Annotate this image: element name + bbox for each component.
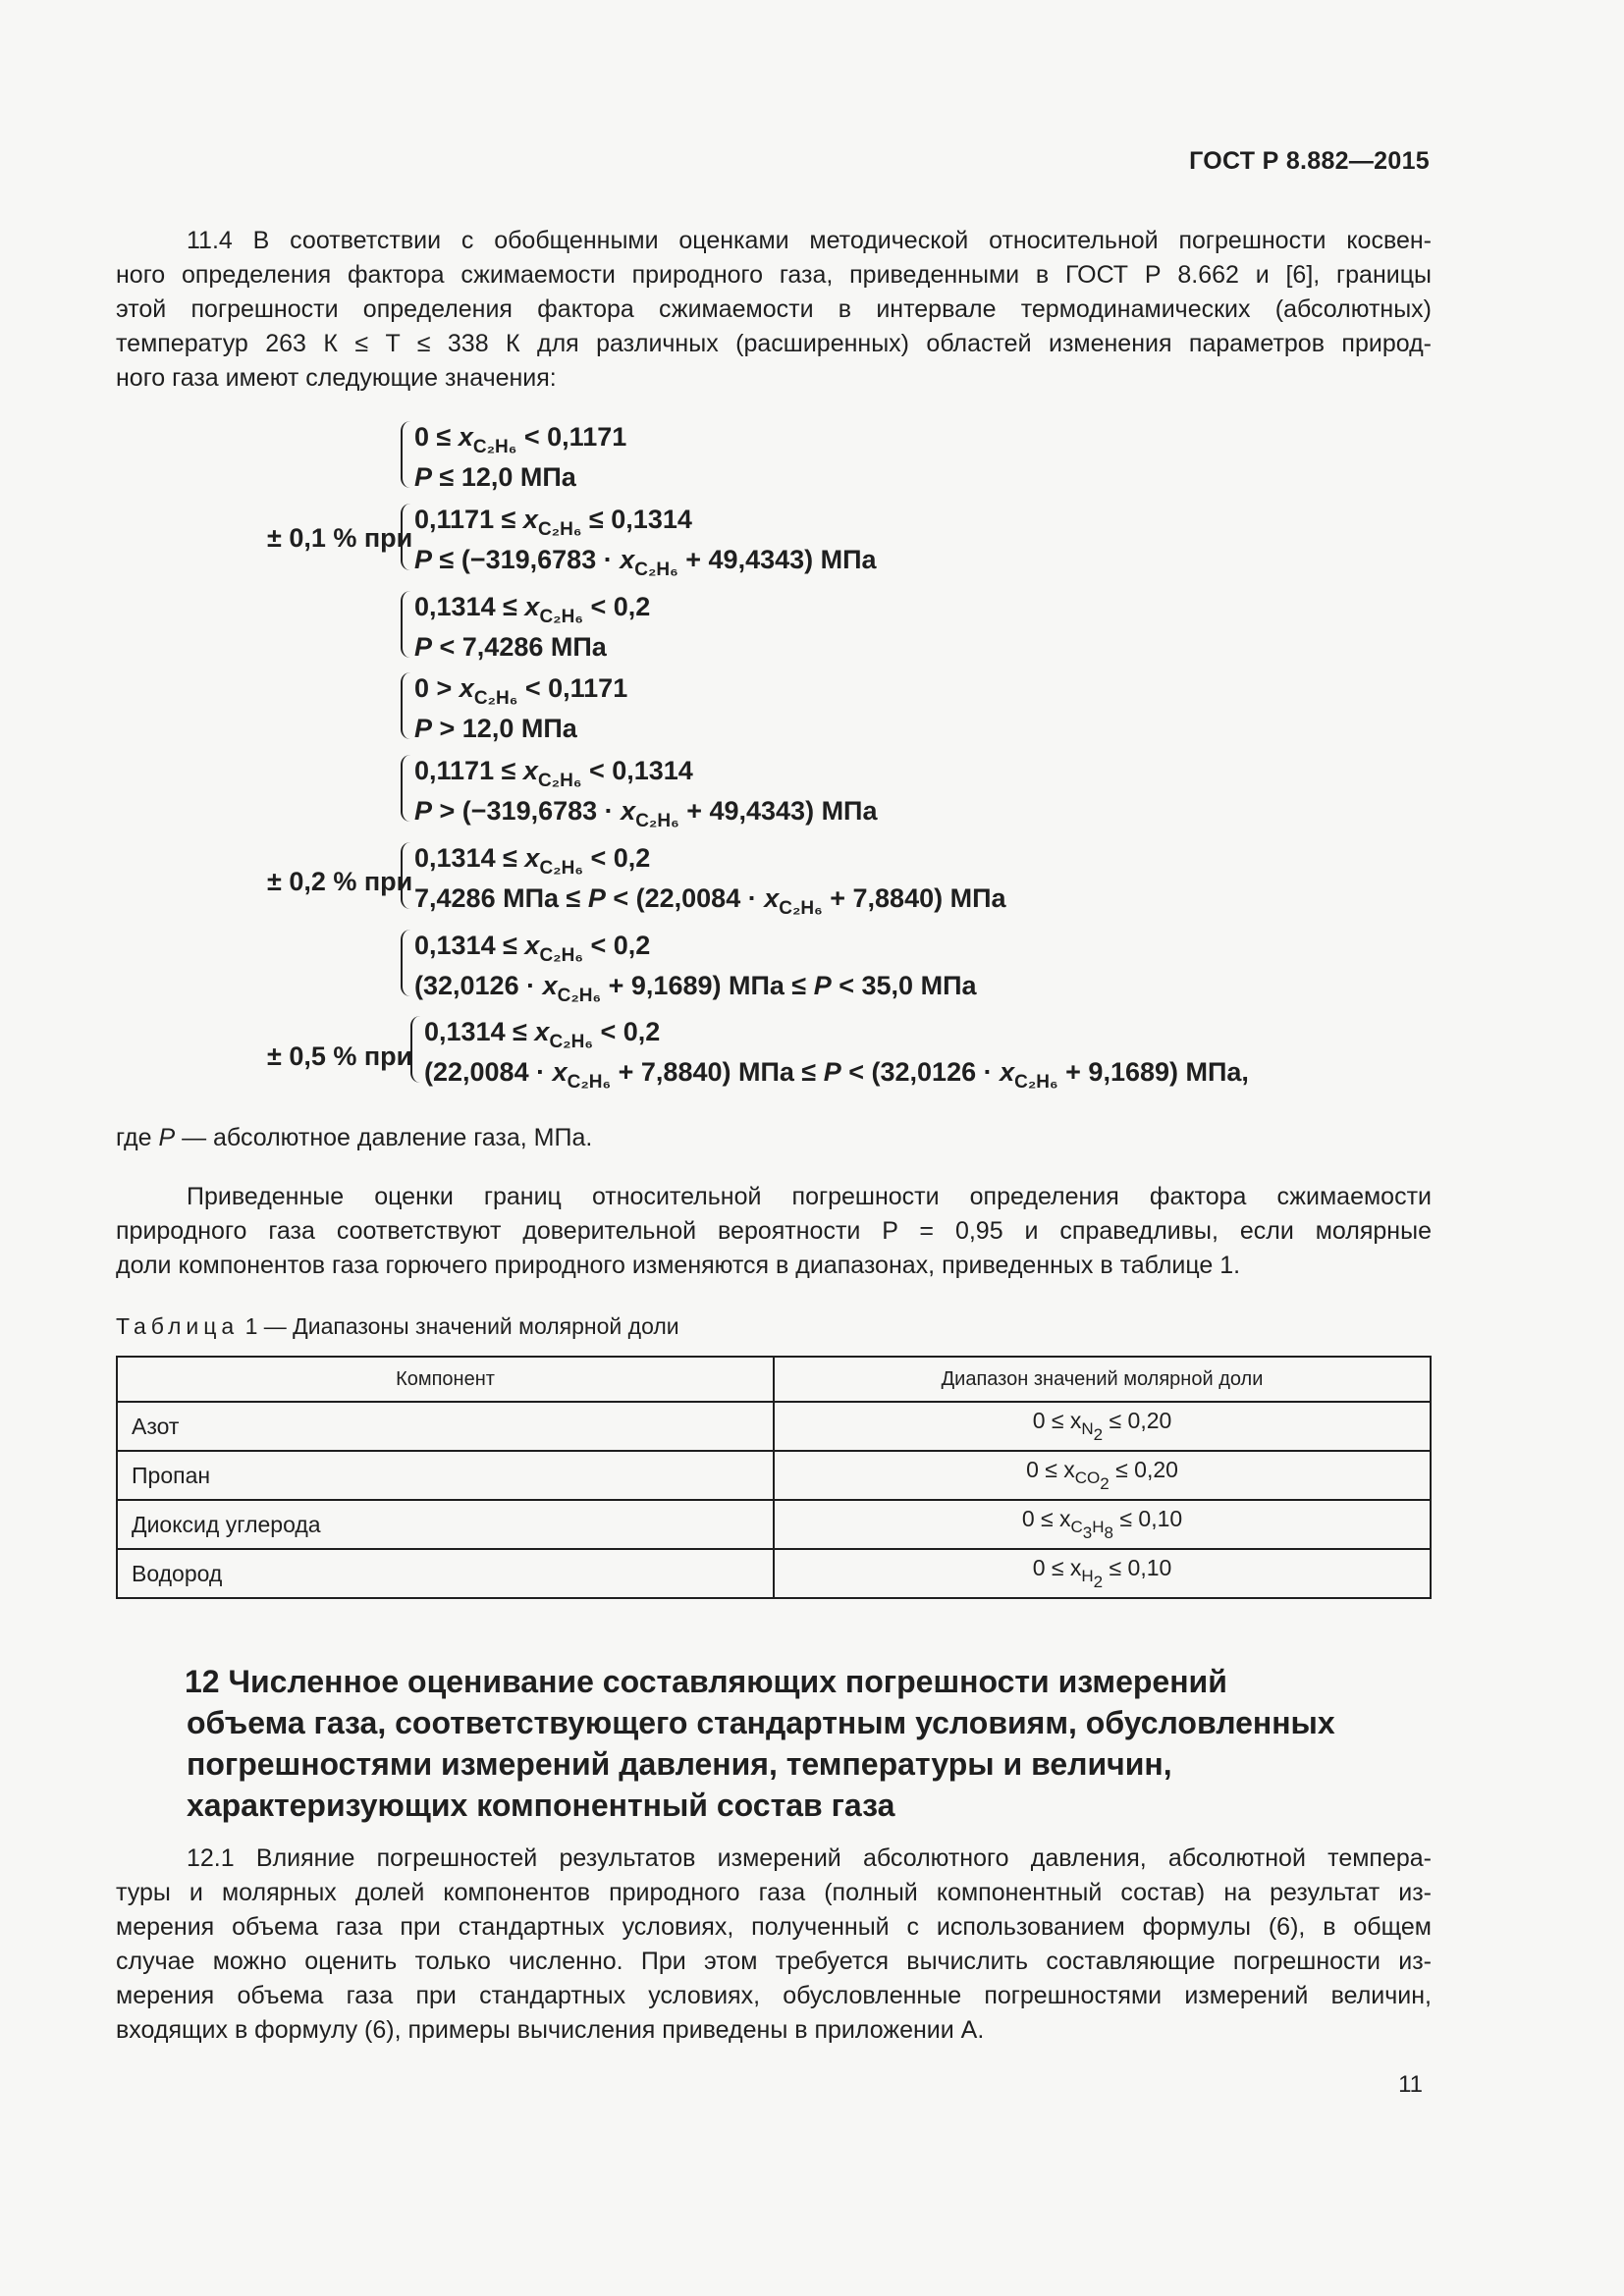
text-line: ного газа имеют следующие значения: [116,364,557,392]
molar-fraction-table [116,1356,1432,1599]
condition-line: P > 12,0 МПа [414,714,577,743]
component-name: Диоксид углерода [117,1500,774,1549]
table-row [117,1500,1431,1549]
component-range: $0 \le x_{C_3H_8} \le 0,10$ [774,1500,1431,1549]
condition-line: $0,1314 \le x_{C_2H_6} < 0,2$ [414,843,651,879]
condition-line: 7,4286 МПа ≤ $P < (22,0084 \cdot x_{C_2H_6} + 7,8840)$ МПа [414,883,1006,919]
table-row [117,1549,1431,1598]
text-line: природного газа соответствуют доверительной вероятности P = 0,95 и справедливы, если молярные [116,1217,1432,1245]
section-title-line: погрешностями измерений давления, температуры и величин, [187,1746,1172,1782]
condition-line: $0,1314 \le x_{C_2H_6} < 0,2$ [424,1017,661,1052]
component-name: Азот [117,1402,774,1451]
formula-label-0-2: ± 0,2 % при [267,867,413,896]
text-line: этой погрешности определения фактора сжимаемости в интервале термодинамических (абсолютных) [116,295,1432,323]
condition-line: $0,1314 \le x_{C_2H_6} < 0,2$ [414,931,651,966]
condition-block [414,926,977,1006]
condition-block [414,587,650,667]
component-range: $0 \le x_{CO_2} \le 0,20$ [774,1451,1431,1500]
formula-label-0-1: ± 0,1 % при [267,523,413,553]
paragraph-11-4 [116,224,1432,396]
condition-block [424,1012,1249,1093]
table-header-range: Диапазон значений молярной доли [774,1357,1431,1402]
table-header-component: Компонент [117,1357,774,1402]
condition-line: P ≤ 12,0 МПа [414,462,576,492]
text-line: 12.1 Влияние погрешностей результатов измерений абсолютного давления, абсолютной темпера- [187,1844,1432,1872]
text-line: мерения объема газа при стандартных условиях, полученный с использованием формулы (6), в общем [116,1913,1432,1941]
condition-line: $(32,0126 \cdot x_{C_2H_6} + 9,1689)$ МПа ≤ P < 35,0 МПа [414,971,977,1006]
condition-block [414,417,626,498]
text-line: 11.4 В соответствии с обобщенными оценками методической относительной погрешности косвен- [187,227,1432,254]
condition-line: P < 7,4286 МПа [414,632,607,662]
document-header: ГОСТ Р 8.882—2015 [1189,147,1430,175]
section-title-line: объема газа, соответствующего стандартным условиям, обусловленных [187,1705,1335,1740]
condition-block [414,668,627,749]
component-name: Водород [117,1549,774,1598]
page-number: 11 [1398,2071,1423,2098]
component-name: Пропан [117,1451,774,1500]
condition-line: $0,1171 \le x_{C_2H_6} \le 0,1314$ [414,505,692,540]
text-line: доли компонентов газа горючего природного изменяются в диапазонах, приведенных в таблице 1. [116,1252,1241,1279]
condition-line: $P > (-319,6783 \cdot x_{C_2H_6} + 49,4343)$ МПа [414,796,878,831]
text-line: случае можно оценить только численно. При этом требуется вычислить составляющие погрешности из- [116,1948,1432,1975]
table-caption-prefix: Таблица [116,1313,240,1339]
component-range: $0 \le x_{H_2} \le 0,10$ [774,1549,1431,1598]
error-bounds-formula [267,417,1347,1104]
condition-line: $(22,0084 \cdot x_{C_2H_6} + 7,8840)$ МПа ≤ $P < (32,0126 \cdot x_{C_2H_6} + 9,1689)$ МПа, [424,1057,1249,1093]
text-line: температур 263 К ≤ T ≤ 338 К для различных (расширенных) областей изменения параметров природ- [116,330,1432,357]
condition-line: $P \le (-319,6783 \cdot x_{C_2H_6} + 49,4343)$ МПа [414,545,877,580]
text-line: туры и молярных долей компонентов природного газа (полный компонентный состав) на результат из- [116,1879,1432,1906]
condition-line: $0 > x_{C_2H_6} < 0,1171$ [414,673,628,709]
paragraph-estimates [116,1180,1432,1283]
section-title-line: 12 Численное оценивание составляющих погрешности измерений [185,1664,1227,1699]
condition-block [414,751,877,831]
condition-block [414,500,877,580]
component-range: $0 \le x_{N_2} \le 0,20$ [774,1402,1431,1451]
paragraph-12-1 [116,1842,1432,2048]
text-line: ного определения фактора сжимаемости природного газа, приведенными в ГОСТ Р 8.662 и [6], границы [116,261,1432,289]
condition-line: $0 \le x_{C_2H_6} < 0,1171$ [414,422,627,457]
table-caption-text: 1 — Диапазоны значений молярной доли [239,1313,679,1339]
text-line: входящих в формулу (6), примеры вычисления приведены в приложении А. [116,2016,985,2044]
text-line: Приведенные оценки границ относительной погрешности определения фактора сжимаемости [187,1183,1432,1210]
section-12-title [187,1661,1404,1826]
condition-line: $0,1171 \le x_{C_2H_6} < 0,1314$ [414,756,693,791]
condition-line: $0,1314 \le x_{C_2H_6} < 0,2$ [414,592,651,627]
table-caption [116,1313,679,1340]
condition-block [414,838,1006,919]
table-row [117,1402,1431,1451]
where-note: где P — абсолютное давление газа, МПа. [116,1124,593,1151]
section-title-line: характеризующих компонентный состав газа [187,1788,895,1823]
formula-label-0-5: ± 0,5 % при [267,1041,413,1071]
table-row [117,1451,1431,1500]
text-line: мерения объема газа при стандартных условиях, обусловленные погрешностями измерений величин, [116,1982,1432,2009]
